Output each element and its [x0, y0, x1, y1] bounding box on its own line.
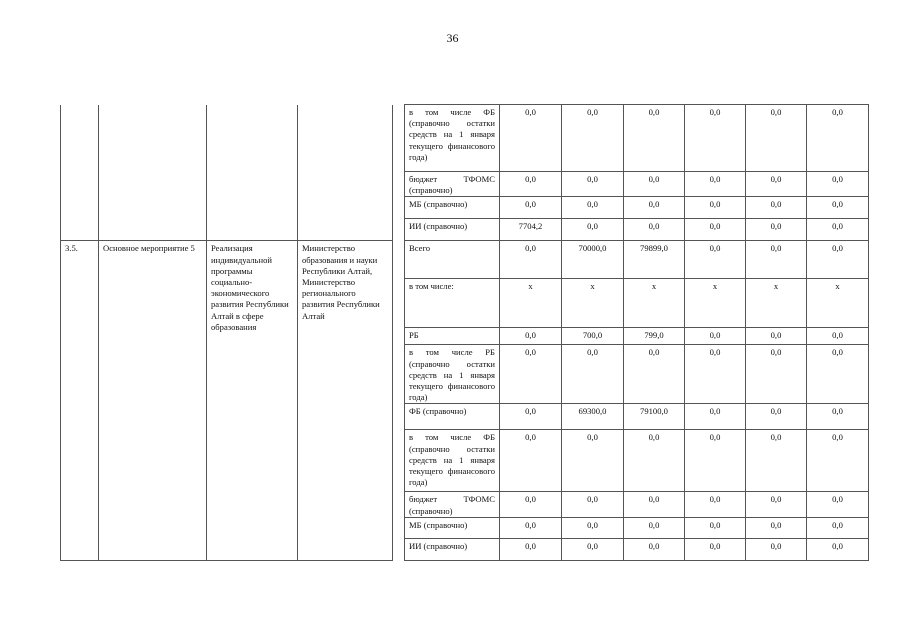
value-cell: 79100,0 — [624, 404, 685, 430]
value-cell: 0,0 — [807, 345, 869, 404]
value-cell: 0,0 — [685, 404, 746, 430]
value-cell: 0,0 — [624, 219, 685, 241]
value-cell: 0,0 — [562, 219, 624, 241]
value-cell: 0,0 — [562, 105, 624, 172]
value-cell: 0,0 — [562, 345, 624, 404]
value-cell: 0,0 — [624, 430, 685, 492]
value-cell: 0,0 — [500, 345, 562, 404]
value-cell: x — [500, 279, 562, 328]
value-cell: 0,0 — [500, 517, 562, 538]
value-cell: 0,0 — [685, 345, 746, 404]
funding-source-cell: в том числе: — [405, 279, 500, 328]
funding-source-cell: ФБ (справочно) — [405, 404, 500, 430]
value-cell: 0,0 — [624, 492, 685, 517]
funding-source-cell: бюджет ТФОМС (справочно) — [405, 492, 500, 517]
event-cell — [99, 105, 207, 241]
funding-source-cell: ИИ (справочно) — [405, 538, 500, 560]
value-cell: 0,0 — [746, 197, 807, 219]
value-cell: 0,0 — [807, 197, 869, 219]
value-cell: 0,0 — [807, 328, 869, 345]
value-cell: 0,0 — [746, 517, 807, 538]
number-cell — [61, 105, 99, 241]
value-cell: 0,0 — [746, 172, 807, 197]
executor-cell — [298, 105, 393, 241]
value-cell: 0,0 — [500, 492, 562, 517]
value-cell: 0,0 — [685, 492, 746, 517]
value-cell: 0,0 — [746, 345, 807, 404]
funding-source-cell: в том числе ФБ (справочно остатки средств на 1 января текущего финансового года) — [405, 430, 500, 492]
funding-source-cell: ИИ (справочно) — [405, 219, 500, 241]
value-cell: 0,0 — [500, 105, 562, 172]
funding-source-cell: РБ — [405, 328, 500, 345]
value-cell: 69300,0 — [562, 404, 624, 430]
value-cell: 0,0 — [807, 430, 869, 492]
value-cell: 0,0 — [685, 430, 746, 492]
value-cell: x — [562, 279, 624, 328]
executor-2: Министерство регионального развития Республики Алтай — [302, 277, 380, 321]
value-cell: x — [624, 279, 685, 328]
gap-cell — [393, 105, 405, 241]
value-cell: 0,0 — [807, 538, 869, 560]
value-cell: 7704,2 — [500, 219, 562, 241]
value-cell: 0,0 — [807, 105, 869, 172]
funding-source-cell: Всего — [405, 241, 500, 279]
section-event-cell: Основное мероприятие 5 — [99, 241, 207, 560]
value-cell: 0,0 — [807, 517, 869, 538]
value-cell: 0,0 — [685, 538, 746, 560]
value-cell: 799,0 — [624, 328, 685, 345]
value-cell: 0,0 — [807, 241, 869, 279]
table-row — [61, 241, 869, 279]
value-cell: 0,0 — [562, 172, 624, 197]
page-number: 36 — [446, 31, 459, 45]
gap-cell — [393, 241, 405, 560]
value-cell: 0,0 — [562, 517, 624, 538]
table-row — [61, 105, 869, 172]
value-cell: 700,0 — [562, 328, 624, 345]
value-cell: 0,0 — [562, 430, 624, 492]
value-cell: 0,0 — [685, 517, 746, 538]
value-cell: 0,0 — [746, 492, 807, 517]
value-cell: x — [807, 279, 869, 328]
funding-source-cell: бюджет ТФОМС (справочно) — [405, 172, 500, 197]
value-cell: 0,0 — [746, 105, 807, 172]
value-cell: 0,0 — [500, 328, 562, 345]
value-cell: 0,0 — [500, 430, 562, 492]
funding-source-cell: в том числе РБ (справочно остатки средств на 1 января текущего финансового года) — [405, 345, 500, 404]
section-number-cell: 3.5. — [61, 241, 99, 560]
funding-source-cell: МБ (справочно) — [405, 517, 500, 538]
value-cell: 0,0 — [807, 172, 869, 197]
value-cell: 70000,0 — [562, 241, 624, 279]
value-cell: 0,0 — [500, 538, 562, 560]
value-cell: 0,0 — [746, 328, 807, 345]
value-cell: 0,0 — [624, 538, 685, 560]
value-cell: 0,0 — [746, 538, 807, 560]
value-cell: 0,0 — [685, 328, 746, 345]
value-cell: 0,0 — [562, 492, 624, 517]
value-cell: 0,0 — [624, 517, 685, 538]
funding-source-cell: в том числе ФБ (справочно остатки средств на 1 января текущего финансового года) — [405, 105, 500, 172]
value-cell: x — [685, 279, 746, 328]
executor-1: Министерство образования и науки Республики Алтай, — [302, 243, 378, 276]
value-cell: 0,0 — [500, 172, 562, 197]
value-cell: 0,0 — [624, 105, 685, 172]
value-cell: 0,0 — [685, 172, 746, 197]
value-cell: 0,0 — [685, 241, 746, 279]
value-cell: 0,0 — [746, 219, 807, 241]
value-cell: 0,0 — [807, 219, 869, 241]
value-cell: 0,0 — [562, 538, 624, 560]
value-cell: 0,0 — [685, 197, 746, 219]
value-cell: 0,0 — [624, 172, 685, 197]
budget-table — [60, 104, 869, 561]
value-cell: 0,0 — [500, 241, 562, 279]
value-cell: 79899,0 — [624, 241, 685, 279]
section-executor-cell — [298, 241, 393, 560]
value-cell: 0,0 — [685, 219, 746, 241]
value-cell: 0,0 — [685, 105, 746, 172]
name-cell — [207, 105, 298, 241]
value-cell: 0,0 — [807, 404, 869, 430]
value-cell: 0,0 — [624, 197, 685, 219]
value-cell: x — [746, 279, 807, 328]
value-cell: 0,0 — [746, 404, 807, 430]
value-cell: 0,0 — [807, 492, 869, 517]
value-cell: 0,0 — [500, 404, 562, 430]
funding-source-cell: МБ (справочно) — [405, 197, 500, 219]
value-cell: 0,0 — [500, 197, 562, 219]
value-cell: 0,0 — [746, 241, 807, 279]
value-cell: 0,0 — [746, 430, 807, 492]
value-cell: 0,0 — [562, 197, 624, 219]
section-name-cell: Реализация индивидуальной программы социально-экономического развития Республики Алтай в сфере образования — [207, 241, 298, 560]
value-cell: 0,0 — [624, 345, 685, 404]
